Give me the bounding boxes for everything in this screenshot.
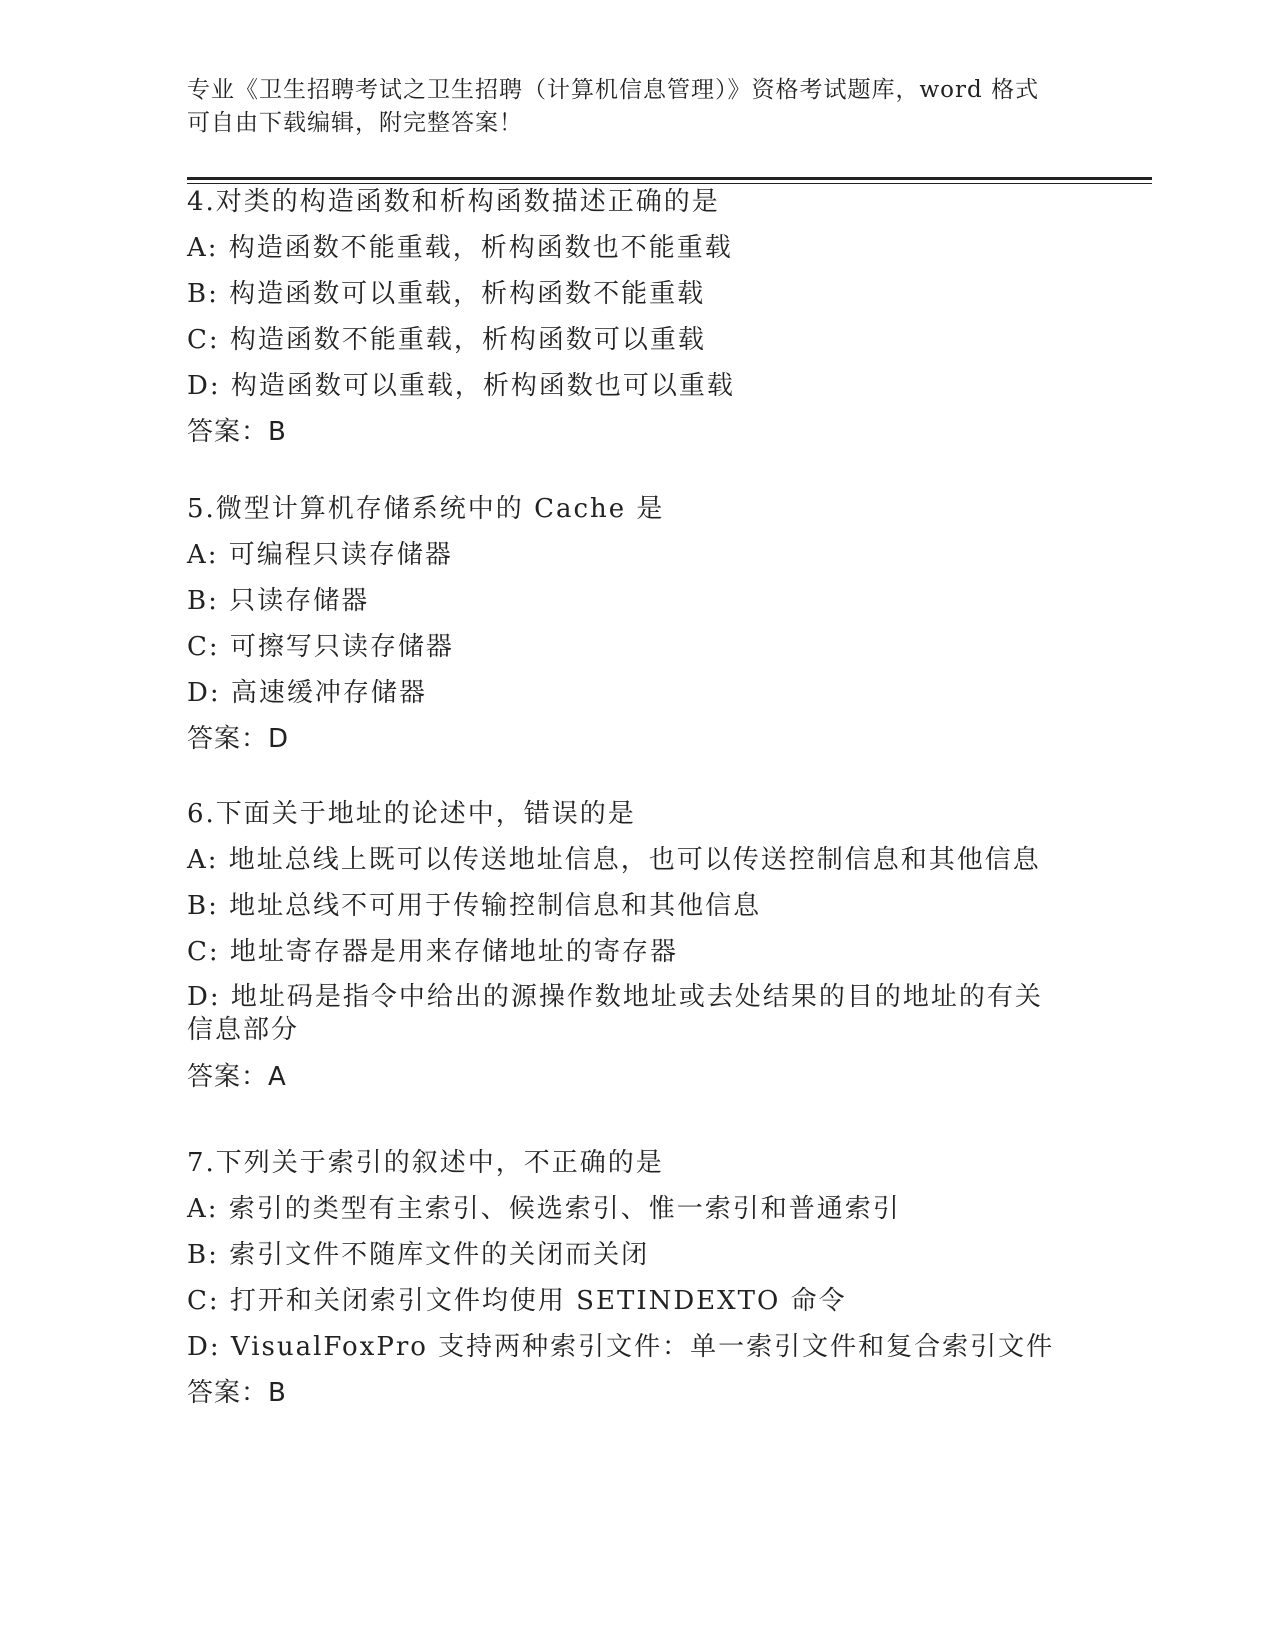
option-c: C: 地址寄存器是用来存储地址的寄存器 [187,937,678,967]
question-stem: 4.对类的构造函数和析构函数描述正确的是 [187,187,720,217]
option-d: D: 构造函数可以重载，析构函数也可以重载 [187,371,735,401]
option-d: D: 地址码是指令中给出的源操作数地址或去处结果的目的地址的有关信息部分 [187,982,1043,1045]
option-d: D: 高速缓冲存储器 [187,678,427,708]
answer: 答案：B [187,1378,287,1408]
question-4 [187,179,1087,455]
option-c: C: 可擦写只读存储器 [187,632,454,662]
option-a: A: 可编程只读存储器 [187,540,453,570]
answer: 答案：B [187,417,287,447]
option-c: C: 构造函数不能重载，析构函数可以重载 [187,325,706,355]
question-stem: 5.微型计算机存储系统中的 Cache 是 [187,494,665,524]
header-line-1: 专业《卫生招聘考试之卫生招聘（计算机信息管理）》资格考试题库，word 格式 [187,77,1040,103]
option-b: B: 构造函数可以重载，析构函数不能重载 [187,279,706,309]
answer: 答案：A [187,1062,287,1092]
document-header [187,74,1087,140]
header-line-2: 可自由下载编辑，附完整答案！ [187,110,523,136]
option-b: B: 地址总线不可用于传输控制信息和其他信息 [187,891,762,921]
question-6 [187,791,1087,1100]
answer: 答案：D [187,724,290,754]
question-5 [187,486,1087,762]
question-7 [187,1140,1087,1416]
question-stem: 7.下列关于索引的叙述中，不正确的是 [187,1148,664,1178]
option-a: A: 索引的类型有主索引、候选索引、惟一索引和普通索引 [187,1194,901,1224]
option-b: B: 索引文件不随库文件的关闭而关闭 [187,1240,650,1270]
question-stem: 6.下面关于地址的论述中，错误的是 [187,799,636,829]
option-b: B: 只读存储器 [187,586,370,616]
option-d: D: VisualFoxPro 支持两种索引文件：单一索引文件和复合索引文件 [187,1332,1055,1362]
option-a: A: 地址总线上既可以传送地址信息，也可以传送控制信息和其他信息 [187,845,1041,875]
option-c: C: 打开和关闭索引文件均使用 SETINDEXTO 命令 [187,1286,847,1316]
option-a: A: 构造函数不能重载，析构函数也不能重载 [187,233,733,263]
